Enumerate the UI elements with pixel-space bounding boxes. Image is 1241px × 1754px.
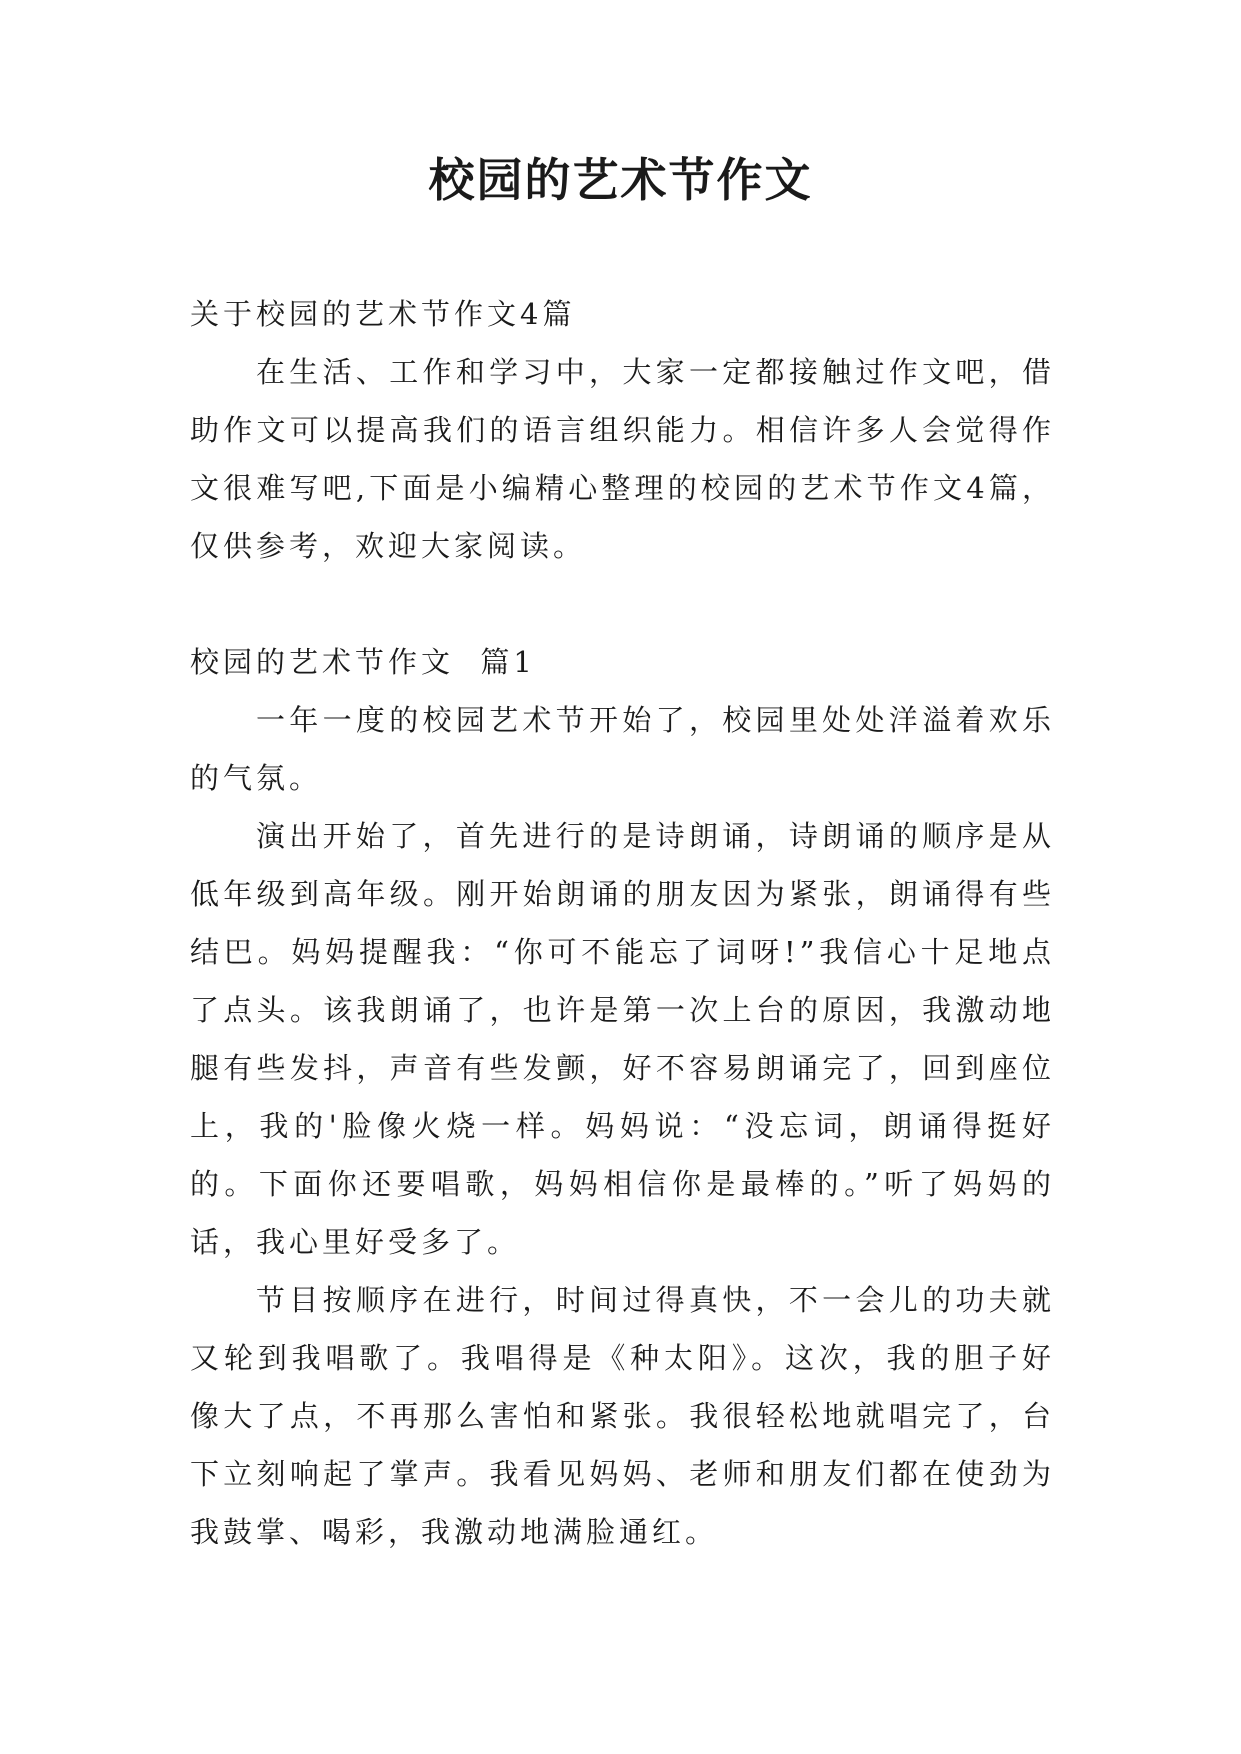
body-paragraph-3: 节目按顺序在进行，时间过得真快，不一会儿的功夫就又轮到我唱歌了。我唱得是《种太阳》。这次，我的胆子好像大了点，不再那么害怕和紧张。我很轻松地就唱完了，台下立刻响起了掌声。我看见妈妈、老师和朋友们都在使劲为我鼓掌、喝彩，我激动地满脸通红。 [190,1283,1055,1549]
section-heading: 校园的艺术节作文 篇1 [190,645,536,679]
document-title: 校园的艺术节作文 [428,153,813,207]
intro-paragraph: 在生活、工作和学习中，大家一定都接触过作文吧，借助作文可以提高我们的语言组织能力。相信许多人会觉得作文很难写吧,下面是小编精心整理的校园的艺术节作文4篇，仅供参考，欢迎大家阅读。 [190,355,1055,563]
body-paragraph-1: 一年一度的校园艺术节开始了，校园里处处洋溢着欢乐的气氛。 [190,703,1055,795]
intro-heading: 关于校园的艺术节作文4篇 [190,297,576,331]
document-body [190,285,1055,1561]
body-paragraph-2: 演出开始了，首先进行的是诗朗诵，诗朗诵的顺序是从低年级到高年级。刚开始朗诵的朋友因为紧张，朗诵得有些结巴。妈妈提醒我：“你可不能忘了词呀!”我信心十足地点了点头。该我朗诵了，也许是第一次上台的原因，我激动地腿有些发抖，声音有些发颤，好不容易朗诵完了，回到座位上，我的'脸像火烧一样。妈妈说：“没忘词，朗诵得挺好的。下面你还要唱歌，妈妈相信你是最棒的。”听了妈妈的话，我心里好受多了。 [190,819,1055,1259]
